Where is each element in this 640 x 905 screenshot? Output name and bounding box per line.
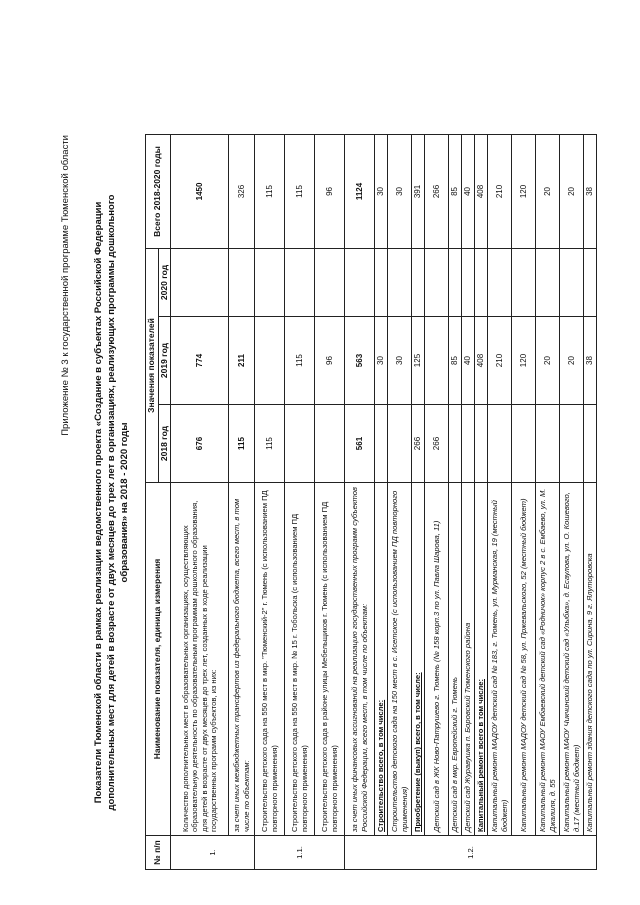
row-2020 <box>462 248 475 316</box>
row-num: 1.1. <box>255 836 345 870</box>
row-total: 115 <box>255 134 285 248</box>
header-values: Значения показателей <box>146 248 159 482</box>
title-line-1: Показатели Тюменской области в рамках реализации ведомственного проекта «Создание в субъектах Российской Федерации <box>93 201 104 804</box>
row-total: 391 <box>412 134 425 248</box>
row-2018 <box>488 405 512 483</box>
row-total: 266 <box>425 134 449 248</box>
title-line-3: образования» на 2018 - 2020 годы <box>119 422 130 583</box>
row-total: 408 <box>475 134 488 248</box>
table-row <box>388 134 412 869</box>
row-2018 <box>536 405 560 483</box>
row-2020 <box>285 248 315 316</box>
table-row <box>315 134 345 869</box>
document-title <box>92 135 131 870</box>
row-name: Капитальный ремонт МАДОУ детский сад № 58, ул. Пржевальского, 52 (местный бюджет) <box>512 483 536 836</box>
table-row <box>171 134 229 869</box>
indicators-table <box>145 134 597 870</box>
row-2018 <box>584 405 597 483</box>
header-name: Наименование показателя, единица измерения <box>146 483 171 836</box>
row-2018 <box>315 405 345 483</box>
row-total: 115 <box>285 134 315 248</box>
row-2020 <box>584 248 597 316</box>
row-2020 <box>412 248 425 316</box>
row-name: Строительство детского сада в районе улицы Мебельщиков г. Тюмень (с использованием ПД повторного применения) <box>315 483 345 836</box>
row-name: Строительство детского сада на 550 мест в мкр. "Тюменский-2" г. Тюмень (с использованием ПД повторного применения) <box>255 483 285 836</box>
header-total: Всего 2018-2020 годы <box>146 134 171 248</box>
row-name: Детский сад в ЖК Ново-Патрушево г. Тюмень (№ 158 корп.3 по ул. Павла Шарова, 11) <box>425 483 449 836</box>
row-2020 <box>475 248 488 316</box>
table-row <box>560 134 584 869</box>
row-2019 <box>425 317 449 405</box>
row-2018: 115 <box>255 405 285 483</box>
row-total: 120 <box>512 134 536 248</box>
row-name: Капитальный ремонт МАДОУ детский сад № 183, г. Тюмень, ул. Мурманская, 19 (местный бюджет) <box>488 483 512 836</box>
table-row <box>462 134 475 869</box>
row-2019: 210 <box>488 317 512 405</box>
row-name: Капитальный ремонт МАОУ Ембаевский детский сад «Родничок» корпус 2 в с. Ембаево, ул. М. Джалиля, д. 55 <box>536 483 560 836</box>
row-2019: 211 <box>229 317 255 405</box>
row-num: 1. <box>171 836 255 870</box>
row-2019: 563 <box>345 317 375 405</box>
header-2018: 2018 год <box>158 405 171 483</box>
table-row <box>536 134 560 869</box>
row-num: 1.2. <box>345 836 597 870</box>
row-2018: 115 <box>229 405 255 483</box>
row-2020 <box>560 248 584 316</box>
title-line-2: дополнительных мест для детей в возрасте от двух месяцев до трех лет в организациях, реализующих программы дошкольного <box>106 194 117 811</box>
row-2019: 115 <box>285 317 315 405</box>
row-2019: 30 <box>375 317 388 405</box>
table-row <box>425 134 449 869</box>
row-total: 20 <box>560 134 584 248</box>
row-name: Количество дополнительных мест в образовательных организациях, осуществляющих образовательную деятельность по образовательным программам дошкольного образования, для детей в возрасте от двух месяцев до трех лет, созданных в ходе реализации государственных программ субъектов, из них: <box>171 483 229 836</box>
table-row <box>475 134 488 869</box>
row-2018 <box>462 405 475 483</box>
row-2018 <box>285 405 315 483</box>
row-2020 <box>229 248 255 316</box>
row-name: Строительство детского сада на 550 мест в мкр. № 15 г. Тобольска (с использованием ПД повторного применения) <box>285 483 315 836</box>
row-2019: 96 <box>315 317 345 405</box>
row-total: 210 <box>488 134 512 248</box>
row-total: 20 <box>536 134 560 248</box>
row-2018 <box>512 405 536 483</box>
row-2018 <box>375 405 388 483</box>
row-total: 96 <box>315 134 345 248</box>
table-row <box>449 134 462 869</box>
row-name: Детский сад в мкр. Европейский г. Тюмень <box>449 483 462 836</box>
row-name: за счет иных финансовых ассигнований на реализацию государственных программ субъектов Российской Федерации, всего мест, в том числе по объектам: <box>345 483 375 836</box>
row-name: Капитальный ремонт МАОУ Чикчинский детский сад «Улыбка», д. Есаулова, ул. О. Кошевого, д.17 (местный бюджет) <box>560 483 584 836</box>
row-name: Приобретение (выкуп) всего, в том числе: <box>412 483 425 836</box>
row-total: 38 <box>584 134 597 248</box>
row-2019: 774 <box>171 317 229 405</box>
row-name: за счет иных межбюджетных трансфертов из федерального бюджета, всего мест, в том числе по объектам: <box>229 483 255 836</box>
appendix-note: Приложение № 3 к государственной программе Тюменской области <box>60 135 71 436</box>
row-name: Капитальный ремонт здания детского сада по ул. Сирина, 9 г. Ялуторовска <box>584 483 597 836</box>
table-row <box>412 134 425 869</box>
header-2019: 2019 год <box>158 317 171 405</box>
row-2018 <box>388 405 412 483</box>
row-2019: 120 <box>512 317 536 405</box>
row-2019: 20 <box>560 317 584 405</box>
row-2020 <box>449 248 462 316</box>
table-row <box>488 134 512 869</box>
row-2018: 561 <box>345 405 375 483</box>
row-2018 <box>449 405 462 483</box>
header-2020: 2020 год <box>158 248 171 316</box>
row-2018 <box>475 405 488 483</box>
row-2019: 20 <box>536 317 560 405</box>
row-2018: 676 <box>171 405 229 483</box>
row-total: 326 <box>229 134 255 248</box>
table-row <box>512 134 536 869</box>
row-name: Капитальный ремонт всего в том числе: <box>475 483 488 836</box>
table-header-row-1 <box>146 134 159 869</box>
row-name: Детский сад Журавушка п. Боровский Тюменского района <box>462 483 475 836</box>
row-2018: 266 <box>412 405 425 483</box>
row-name: Строительство всего, в том числе: <box>375 483 388 836</box>
row-total: 30 <box>375 134 388 248</box>
row-name: Строительство детского сада на 150 мест в с. Исетское (с использованием ПД повторного применения) <box>388 483 412 836</box>
row-total: 1450 <box>171 134 229 248</box>
row-2020 <box>425 248 449 316</box>
row-2019 <box>255 317 285 405</box>
row-2020 <box>536 248 560 316</box>
table-row <box>255 134 285 869</box>
row-2018: 266 <box>425 405 449 483</box>
row-2020 <box>512 248 536 316</box>
row-total: 1124 <box>345 134 375 248</box>
table-row <box>375 134 388 869</box>
row-2019: 125 <box>412 317 425 405</box>
row-2019: 38 <box>584 317 597 405</box>
header-num: № п/п <box>146 836 171 870</box>
row-2020 <box>255 248 285 316</box>
row-2019: 40 <box>462 317 475 405</box>
row-2019: 30 <box>388 317 412 405</box>
row-total: 30 <box>388 134 412 248</box>
row-2020 <box>488 248 512 316</box>
row-2020 <box>171 248 229 316</box>
row-total: 85 <box>449 134 462 248</box>
row-2020 <box>375 248 388 316</box>
table-row <box>285 134 315 869</box>
rotated-sheet <box>40 120 600 880</box>
table-row <box>229 134 255 869</box>
row-2019: 85 <box>449 317 462 405</box>
table-row <box>584 134 597 869</box>
row-2018 <box>560 405 584 483</box>
row-2019: 408 <box>475 317 488 405</box>
table-row <box>345 134 375 869</box>
row-2020 <box>315 248 345 316</box>
row-total: 40 <box>462 134 475 248</box>
row-2020 <box>345 248 375 316</box>
row-2020 <box>388 248 412 316</box>
